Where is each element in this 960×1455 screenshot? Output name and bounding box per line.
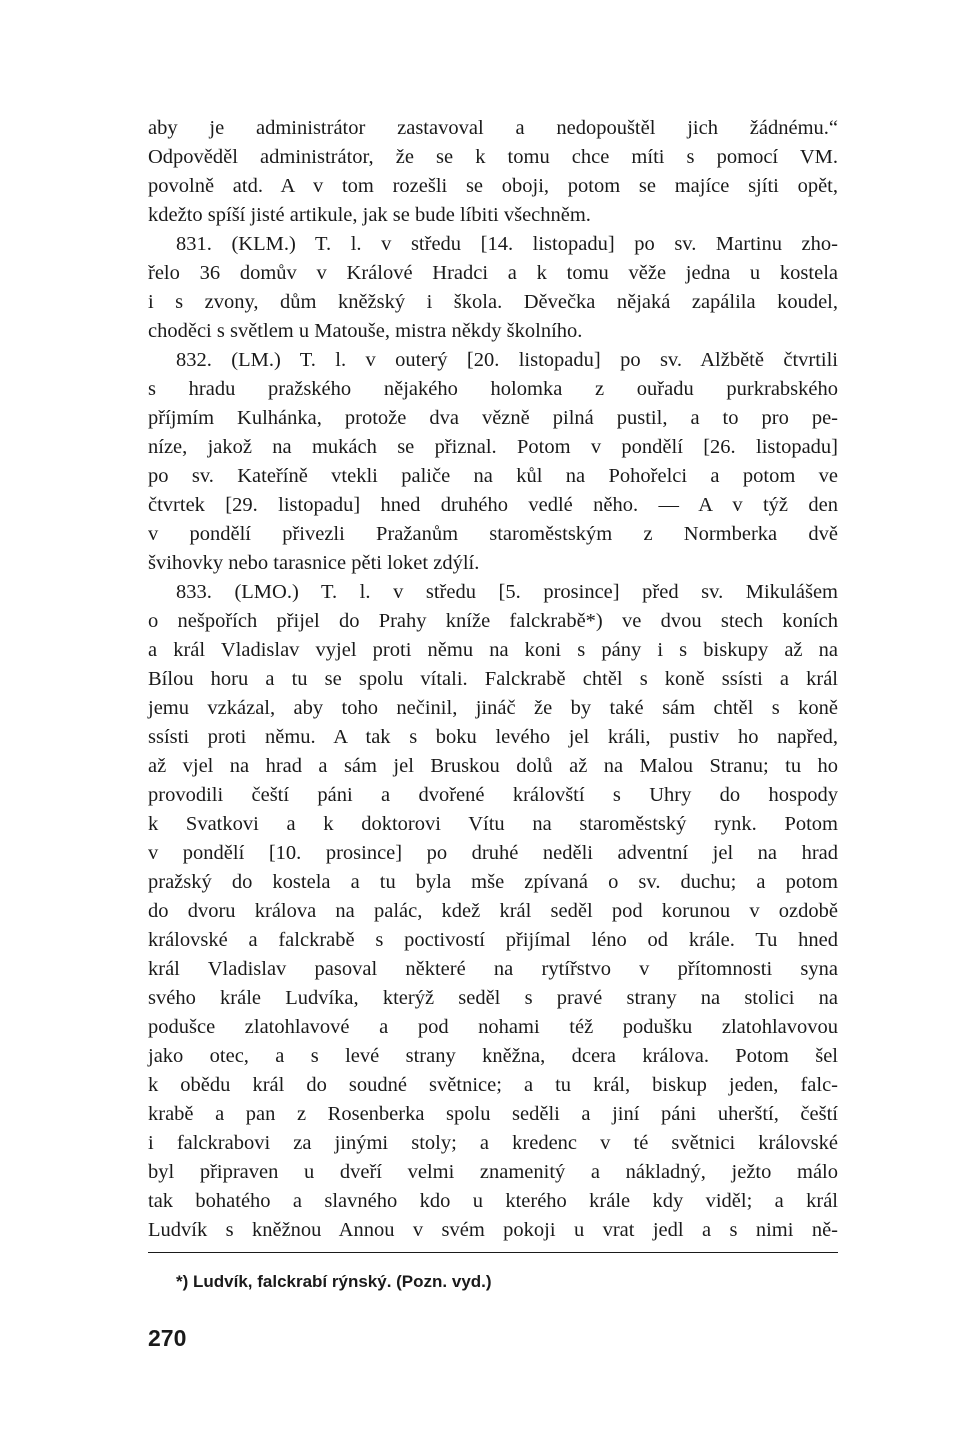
text-line: krabě a pan z Rosenberka spolu seděli a jiní páni uherští, čeští: [148, 1103, 838, 1125]
text-line: i falckrabovi za jinými stoly; a kredenc v té světnici královské: [148, 1132, 838, 1154]
text-line: až vjel na hrad a sám jel Bruskou dolů až na Malou Stranu; tu ho: [148, 755, 838, 777]
text-line: po sv. Kateříně vtekli paliče na kůl na Pohořelci a potom ve: [148, 465, 838, 487]
text-line: 832. (LM.) T. l. v outerý [20. listopadu] po sv. Alžbětě čtvrtili: [176, 349, 838, 371]
text-line: podušce zlatohlavové a pod nohami též podušku zlatohlavovou: [148, 1016, 838, 1038]
text-line: čtvrtek [29. listopadu] hned druhého vedlé něho. — A v týž den: [148, 494, 838, 516]
text-line: byl připraven u dveří velmi znamenitý a nákladný, ježto málo: [148, 1161, 838, 1183]
text-line: pražský do kostela a tu byla mše zpívaná o sv. duchu; a potom: [148, 871, 838, 893]
text-line: královské a falckrabě s poctivostí přijímal léno od krále. Tu hned: [148, 929, 838, 951]
text-line: řelo 36 domův v Králové Hradci a k tomu věže jedna u kostela: [148, 262, 838, 284]
text-line: choděci s světlem u Matouše, mistra někdy školního.: [148, 320, 583, 342]
text-line: k obědu král do soudné světnice; a tu král, biskup jeden, falc-: [148, 1074, 838, 1096]
text-line: svého krále Ludvíka, kterýž seděl s pravé strany na stolici na: [148, 987, 838, 1009]
text-line: jako otec, a s levé strany kněžna, dcera králova. Potom šel: [148, 1045, 838, 1067]
text-line: povolně atd. A v tom rozešli se oboji, potom se majíce sjíti opět,: [148, 175, 838, 197]
text-line: provodili čeští páni a dvořené královští s Uhry do hospody: [148, 784, 838, 806]
text-line: níze, jakož na mukách se přiznal. Potom v pondělí [26. listopadu]: [148, 436, 838, 458]
text-line: švihovky nebo tarasnice pěti loket zdýlí.: [148, 552, 480, 574]
text-line: příjmím Kulhánka, protože dva vězně pilná pustil, a to pro pe-: [148, 407, 838, 429]
text-line: s hradu pražského nějakého holomka z ouřadu purkrabského: [148, 378, 838, 400]
text-line: 833. (LMO.) T. l. v středu [5. prosince] před sv. Mikulášem: [176, 581, 838, 603]
text-line: Bílou horu a tu se spolu vítali. Falckrabě chtěl s koně ssísti a král: [148, 668, 838, 690]
text-line: i s zvony, dům kněžský i škola. Děvečka nějaká zapálila koudel,: [148, 291, 838, 313]
text-line: Odpověděl administrátor, že se k tomu chce míti s pomocí VM.: [148, 146, 838, 168]
text-line: do dvoru králova na palác, kdež král seděl pod korunou v ozdobě: [148, 900, 838, 922]
text-line: 831. (KLM.) T. l. v středu [14. listopadu] po sv. Martinu zho-: [176, 233, 838, 255]
text-line: a král Vladislav vyjel proti němu na koni s pány i s biskupy až na: [148, 639, 838, 661]
footnote: *) Ludvík, falckrabí rýnský. (Pozn. vyd.): [176, 1272, 492, 1291]
footnote-divider: [148, 1252, 838, 1253]
page-number: 270: [148, 1325, 187, 1351]
text-line: aby je administrátor zastavoval a nedopouštěl jich žádnému.“: [148, 117, 838, 139]
text-line: k Svatkovi a k doktorovi Vítu na staroměstský rynk. Potom: [148, 813, 838, 835]
text-line: Ludvík s kněžnou Annou v svém pokoji u vrat jedl a s nimi ně-: [148, 1219, 838, 1241]
text-line: v pondělí přivezli Pražanům staroměstským z Normberka dvě: [148, 523, 838, 545]
text-line: o nešpořích přijel do Prahy kníže falckrabě*) ve dvou stech koních: [148, 610, 838, 632]
text-line: král Vladislav pasoval některé na rytířstvo v přítomnosti syna: [148, 958, 838, 980]
text-line: jemu vzkázal, aby toho nečinil, jináč že by také sám chtěl s koně: [148, 697, 838, 719]
text-line: ssísti proti němu. A tak s boku levého jel králi, pustiv ho napřed,: [148, 726, 838, 748]
text-line: kdežto spíší jisté artikule, jak se bude líbiti všechněm.: [148, 204, 591, 226]
text-line: tak bohatého a slavného kdo u kterého krále kdy viděl; a král: [148, 1190, 838, 1212]
text-line: v pondělí [10. prosince] po druhé neděli adventní jel na hrad: [148, 842, 838, 864]
